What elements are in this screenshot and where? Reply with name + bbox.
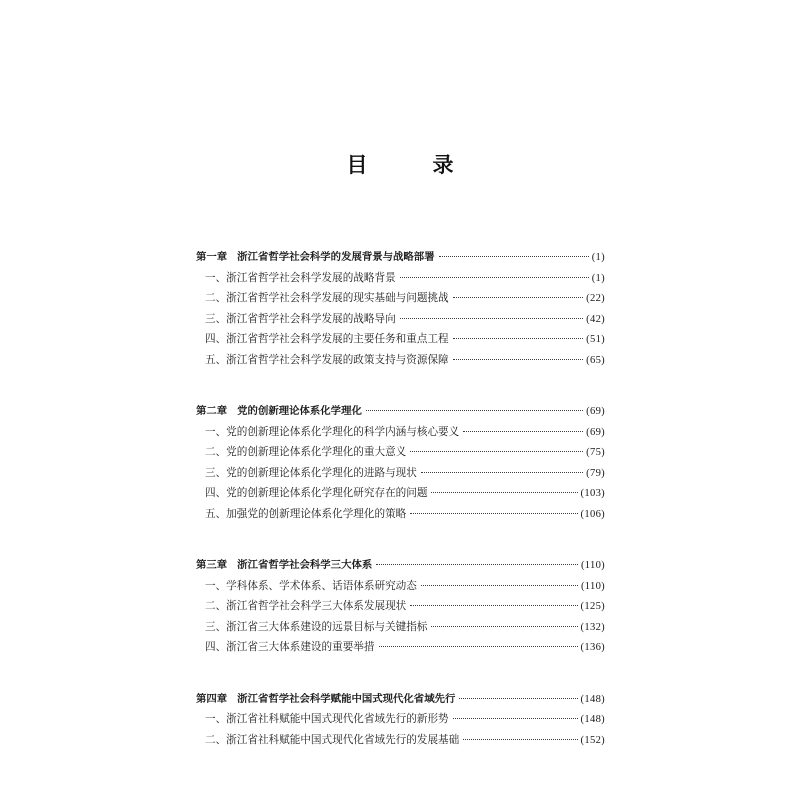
dot-leader — [431, 626, 577, 627]
dot-leader — [376, 564, 578, 565]
toc-section-entry[interactable] — [196, 310, 605, 331]
chapter-title: 浙江省哲学社会科学三大体系 — [237, 560, 373, 571]
section-title: 四、浙江省哲学社会科学发展的主要任务和重点工程 — [205, 334, 449, 345]
dot-leader — [410, 513, 577, 514]
toc-chapter — [196, 248, 605, 371]
chapter-number: 第四章 — [196, 693, 228, 705]
dot-leader — [366, 410, 583, 411]
toc-chapter-heading[interactable] — [196, 690, 605, 711]
toc-section-entry[interactable] — [196, 710, 605, 731]
section-title: 一、学科体系、学术体系、话语体系研究动态 — [205, 580, 417, 592]
section-title: 三、党的创新理论体系化学理化的进路与现状 — [205, 467, 417, 479]
toc-section-entry[interactable] — [196, 289, 605, 310]
dot-leader — [463, 739, 577, 740]
toc-chapter — [196, 402, 605, 525]
toc-section-entry[interactable] — [196, 505, 605, 526]
section-page-number: (1) — [591, 272, 605, 284]
section-page-number: (152) — [580, 734, 605, 746]
toc-section-entry[interactable] — [196, 330, 605, 351]
chapter-label — [196, 402, 362, 423]
dot-leader — [410, 451, 583, 452]
section-page-number: (148) — [580, 714, 605, 725]
section-title: 三、浙江省哲学社会科学发展的战略导向 — [205, 313, 396, 325]
chapter-title: 党的创新理论体系化学理化 — [237, 406, 362, 417]
dot-leader — [453, 338, 583, 339]
chapter-page-number: (69) — [586, 406, 605, 417]
chapter-label — [196, 690, 455, 711]
section-title: 三、浙江省三大体系建设的远景目标与关键指标 — [205, 621, 428, 633]
section-page-number: (136) — [580, 642, 605, 653]
section-title: 四、浙江省三大体系建设的重要举措 — [205, 642, 375, 653]
toc-chapter-heading[interactable] — [196, 402, 605, 423]
dot-leader — [410, 605, 577, 606]
toc-section-entry[interactable] — [196, 484, 605, 505]
dot-leader — [421, 585, 578, 586]
toc-section-entry[interactable] — [196, 351, 605, 372]
section-title: 一、浙江省哲学社会科学发展的战略背景 — [205, 272, 396, 284]
dot-leader — [400, 318, 583, 319]
section-page-number: (103) — [580, 488, 605, 499]
section-title: 一、党的创新理论体系化学理化的科学内涵与核心要义 — [205, 426, 460, 438]
section-title: 四、党的创新理论体系化学理化研究存在的问题 — [205, 488, 428, 499]
dot-leader — [453, 718, 578, 719]
dot-leader — [431, 492, 577, 493]
section-title: 五、加强党的创新理论体系化学理化的策略 — [205, 508, 407, 520]
section-title: 一、浙江省社科赋能中国式现代化省域先行的新形势 — [205, 714, 449, 725]
toc-title: 目 录 — [346, 152, 476, 177]
section-title: 二、党的创新理论体系化学理化的重大意义 — [205, 447, 407, 458]
toc-chapter-heading[interactable] — [196, 556, 605, 577]
chapter-title: 浙江省哲学社会科学的发展背景与战略部署 — [237, 252, 435, 263]
chapter-number: 第一章 — [196, 252, 228, 263]
chapter-number: 第三章 — [196, 560, 228, 571]
dot-leader — [453, 359, 583, 360]
chapter-number: 第二章 — [196, 406, 228, 417]
dot-leader — [459, 698, 577, 699]
section-title: 二、浙江省哲学社会科学三大体系发展现状 — [205, 601, 407, 612]
chapter-label — [196, 248, 435, 269]
chapter-label — [196, 556, 372, 577]
dot-leader — [421, 472, 583, 473]
toc-section-entry[interactable] — [196, 443, 605, 464]
chapter-title: 浙江省哲学社会科学赋能中国式现代化省域先行 — [237, 693, 456, 705]
section-page-number: (42) — [586, 313, 605, 325]
section-title: 二、浙江省哲学社会科学发展的现实基础与问题挑战 — [205, 293, 449, 304]
dot-leader — [400, 277, 589, 278]
section-page-number: (22) — [586, 293, 605, 304]
section-page-number: (125) — [580, 601, 605, 612]
chapter-page-number: (1) — [591, 252, 605, 263]
toc-section-entry[interactable] — [196, 577, 605, 598]
section-page-number: (75) — [586, 447, 605, 458]
toc-section-entry[interactable] — [196, 423, 605, 444]
dot-leader — [439, 256, 589, 257]
toc-section-entry[interactable] — [196, 731, 605, 752]
section-title: 五、浙江省哲学社会科学发展的政策支持与资源保障 — [205, 354, 449, 366]
toc-section-entry[interactable] — [196, 638, 605, 659]
section-page-number: (51) — [586, 334, 605, 345]
toc-section-entry[interactable] — [196, 618, 605, 639]
toc-section-entry[interactable] — [196, 597, 605, 618]
section-page-number: (69) — [586, 426, 605, 438]
section-page-number: (65) — [586, 354, 605, 366]
toc-section-entry[interactable] — [196, 269, 605, 290]
section-page-number: (106) — [580, 508, 605, 520]
chapter-page-number: (148) — [580, 693, 605, 705]
toc-section-entry[interactable] — [196, 464, 605, 485]
toc-body — [196, 248, 605, 751]
section-title: 二、浙江省社科赋能中国式现代化省域先行的发展基础 — [205, 734, 460, 746]
chapter-page-number: (110) — [580, 560, 605, 571]
dot-leader — [463, 431, 583, 432]
dot-leader — [379, 646, 578, 647]
dot-leader — [453, 297, 583, 298]
section-page-number: (132) — [580, 621, 605, 633]
toc-chapter — [196, 690, 605, 752]
toc-chapter-heading[interactable] — [196, 248, 605, 269]
section-page-number: (110) — [580, 580, 605, 592]
section-page-number: (79) — [586, 467, 605, 479]
toc-chapter — [196, 556, 605, 659]
